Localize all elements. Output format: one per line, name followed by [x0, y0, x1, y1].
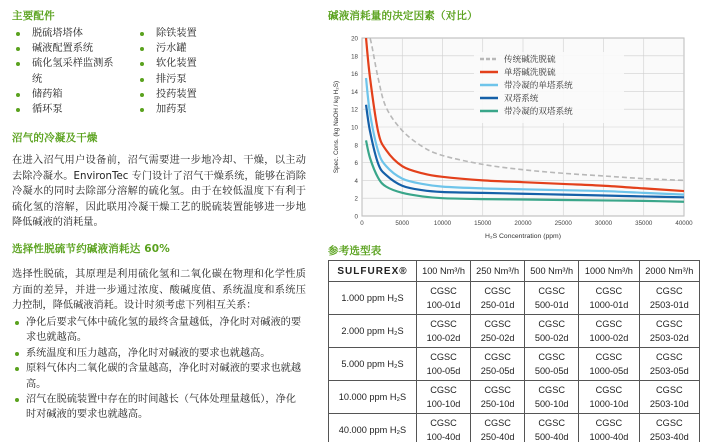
selective-bullets — [12, 315, 306, 423]
bullet-dot-icon — [15, 352, 19, 356]
cooling-title: 沼气的冷凝及干燥 — [12, 132, 98, 144]
table-row — [329, 315, 700, 348]
x-tick-label: 30000 — [594, 220, 613, 227]
x-tick-label: 35000 — [635, 220, 653, 227]
config-item — [136, 102, 256, 117]
table-cell: CGSC 250-05d — [471, 348, 525, 381]
table-cell: CGSC 100-02d — [417, 315, 471, 348]
selective-bullet-item-text: 净化后要求气体中硫化氢的最终含量越低，净化时对碱液的要求也就越高。 — [26, 317, 302, 344]
table-row-label: 1.000 ppm H₂S — [329, 282, 417, 315]
table-cell: CGSC 500-40d — [525, 414, 579, 442]
consumption-chart — [328, 28, 700, 244]
table-cell: CGSC 2503-05d — [639, 348, 699, 381]
selective-bullet-item — [12, 392, 306, 423]
config-item-text: 除铁装置 — [156, 28, 197, 39]
main-config-title: 主要配件 — [12, 10, 55, 22]
table-row — [329, 381, 700, 414]
table-brand: SULFUREX® — [329, 261, 417, 282]
config-item-text: 脱硫塔塔体 — [32, 28, 83, 39]
table-cell: CGSC 100-40d — [417, 414, 471, 442]
selective-bullet-item-text: 沼气在脱硫装置中存在的时间越长（气体处理量越低），净化时对碱液的要求也就越高。 — [26, 394, 296, 421]
bullet-dot-icon — [16, 108, 20, 112]
bullet-dot-icon — [16, 47, 20, 51]
bullet-dot-icon — [15, 367, 19, 371]
table-header-cell: 500 Nm³/h — [525, 261, 579, 282]
table-cell: CGSC 250-01d — [471, 282, 525, 315]
selective-bullet-item-text: 原料气体内二氧化碳的含量越高，净化时对碱液的要求也就越高。 — [26, 363, 302, 390]
table-header-cell: 100 Nm³/h — [417, 261, 471, 282]
bullet-dot-icon — [140, 108, 144, 112]
table-row — [329, 348, 700, 381]
config-list-col2 — [136, 26, 256, 117]
config-item — [12, 102, 132, 117]
y-tick-label: 20 — [351, 35, 358, 43]
bullet-dot-icon — [16, 93, 20, 97]
bullet-dot-icon — [16, 62, 20, 66]
legend-label: 带冷凝的双塔系统 — [504, 107, 573, 117]
table-cell: CGSC 250-10d — [471, 381, 525, 414]
x-tick-label: 20000 — [514, 220, 532, 227]
table-cell: CGSC 100-01d — [417, 282, 471, 315]
y-tick-label: 14 — [351, 88, 358, 96]
table-cell: CGSC 1000-01d — [579, 282, 639, 315]
table-cell: CGSC 500-05d — [525, 348, 579, 381]
y-tick-label: 16 — [351, 71, 358, 79]
table-cell: CGSC 250-02d — [471, 315, 525, 348]
table-cell: CGSC 2503-02d — [639, 315, 699, 348]
config-item — [12, 26, 132, 41]
legend-label: 带冷凝的单塔系统 — [504, 81, 573, 91]
config-item — [12, 87, 132, 102]
table-row-label: 2.000 ppm H₂S — [329, 315, 417, 348]
config-item-text: 排污泵 — [156, 73, 187, 85]
bullet-dot-icon — [140, 62, 144, 66]
table-cell: CGSC 2503-10d — [639, 381, 699, 414]
config-item-text: 污水罐 — [156, 43, 187, 55]
y-tick-label: 18 — [351, 53, 358, 61]
config-item — [136, 41, 256, 56]
selective-title: 选择性脱硫节约碱液消耗达 60% — [12, 243, 170, 255]
table-cell: CGSC 1000-40d — [579, 414, 639, 442]
table-header-cell: 2000 Nm³/h — [639, 261, 699, 282]
bullet-dot-icon — [140, 32, 144, 36]
selective-bullet-item-text: 系统温度和压力越高，净化时对碱液的要求也就越高。 — [26, 347, 271, 359]
x-tick-label: 25000 — [554, 220, 572, 227]
bullet-dot-icon — [140, 78, 144, 82]
table-cell: CGSC 500-01d — [525, 282, 579, 315]
bullet-dot-icon — [16, 32, 20, 36]
table-row-label: 5.000 ppm H₂S — [329, 348, 417, 381]
y-tick-label: 6 — [354, 160, 358, 168]
table-cell: CGSC 1000-10d — [579, 381, 639, 414]
y-tick-label: 0 — [354, 213, 358, 221]
table-title: 参考选型表 — [328, 245, 382, 257]
config-item-text: 投药装置 — [156, 88, 197, 100]
x-tick-label: 15000 — [474, 220, 492, 227]
table-cell: CGSC 500-10d — [525, 381, 579, 414]
bullet-dot-icon — [15, 321, 19, 325]
table-row — [329, 414, 700, 442]
config-item — [136, 72, 256, 87]
selection-table — [328, 260, 700, 442]
table-cell: CGSC 1000-02d — [579, 315, 639, 348]
config-item — [136, 87, 256, 102]
x-tick-label: 5000 — [395, 220, 410, 227]
table-header-row — [329, 261, 700, 282]
y-axis-label: Spec. Cons. (kg NaOH / kg H₂S) — [333, 80, 340, 174]
x-tick-label: 40000 — [675, 220, 693, 227]
config-item-text: 硫化氢采样监测系统 — [32, 58, 114, 85]
table-cell: CGSC 100-10d — [417, 381, 471, 414]
table-cell: CGSC 500-02d — [525, 315, 579, 348]
chart-svg — [328, 28, 700, 244]
y-tick-label: 12 — [351, 106, 358, 114]
table-cell: CGSC 250-40d — [471, 414, 525, 442]
table-cell: CGSC 2503-40d — [639, 414, 699, 442]
x-tick-label: 0 — [360, 220, 364, 227]
bullet-dot-icon — [140, 93, 144, 97]
y-tick-label: 4 — [354, 177, 358, 185]
table-cell: CGSC 2503-01d — [639, 282, 699, 315]
table-header-cell: 250 Nm³/h — [471, 261, 525, 282]
config-item — [136, 56, 256, 71]
config-item-text: 软化装置 — [156, 58, 197, 70]
selective-bullet-item — [12, 315, 306, 346]
legend-label: 传统碱洗脱硫 — [504, 55, 556, 65]
cooling-paragraph: 在进入沼气用户设备前，沼气需要进一步地冷却、干燥，以主动去除冷凝水。EnvironTec 专门设计了沼气干燥系统，能够在消除冷凝水的同时去除部分溶解的硫化氢。由于在较低温度下有利于硫化氢的溶解，因此联用冷凝干燥工艺的脱硫装置能够进一步地降低碱液的消耗量。 — [12, 155, 306, 229]
config-item-text: 加药泵 — [156, 104, 187, 116]
y-tick-label: 2 — [354, 195, 358, 203]
y-tick-label: 10 — [351, 124, 358, 132]
legend-label: 双塔系统 — [504, 94, 539, 104]
selective-bullet-item — [12, 346, 306, 361]
config-item-text: 循环泵 — [32, 104, 63, 116]
selective-bullet-item — [12, 361, 306, 392]
legend-label: 单塔碱洗脱硫 — [504, 68, 556, 78]
x-tick-label: 10000 — [433, 220, 452, 227]
config-item — [136, 26, 256, 41]
table-cell: CGSC 100-05d — [417, 348, 471, 381]
table-row-label: 40.000 ppm H₂S — [329, 414, 417, 442]
config-list-col1 — [12, 26, 132, 117]
table-row — [329, 282, 700, 315]
config-item — [12, 41, 132, 56]
x-axis-label: H₂S Concentration (ppm) — [485, 233, 561, 240]
config-item-text: 碱液配置系统 — [32, 43, 94, 55]
config-item-text: 储药箱 — [32, 88, 63, 100]
config-item — [12, 56, 120, 86]
table-header-cell: 1000 Nm³/h — [579, 261, 639, 282]
bullet-dot-icon — [140, 47, 144, 51]
selective-paragraph: 选择性脱硫，其原理是利用硫化氢和二氧化碳在物理和化学性质方面的差异，并进一步通过浓度、酸碱度值、系统温度和系统压力控制，降低碱液消耗。设计时须考虑下列相互关系： — [12, 269, 306, 312]
bullet-dot-icon — [15, 398, 19, 402]
table-row-label: 10.000 ppm H₂S — [329, 381, 417, 414]
table-cell: CGSC 1000-05d — [579, 348, 639, 381]
y-tick-label: 8 — [354, 142, 358, 150]
chart-title: 碱液消耗量的决定因素（对比） — [328, 10, 478, 22]
